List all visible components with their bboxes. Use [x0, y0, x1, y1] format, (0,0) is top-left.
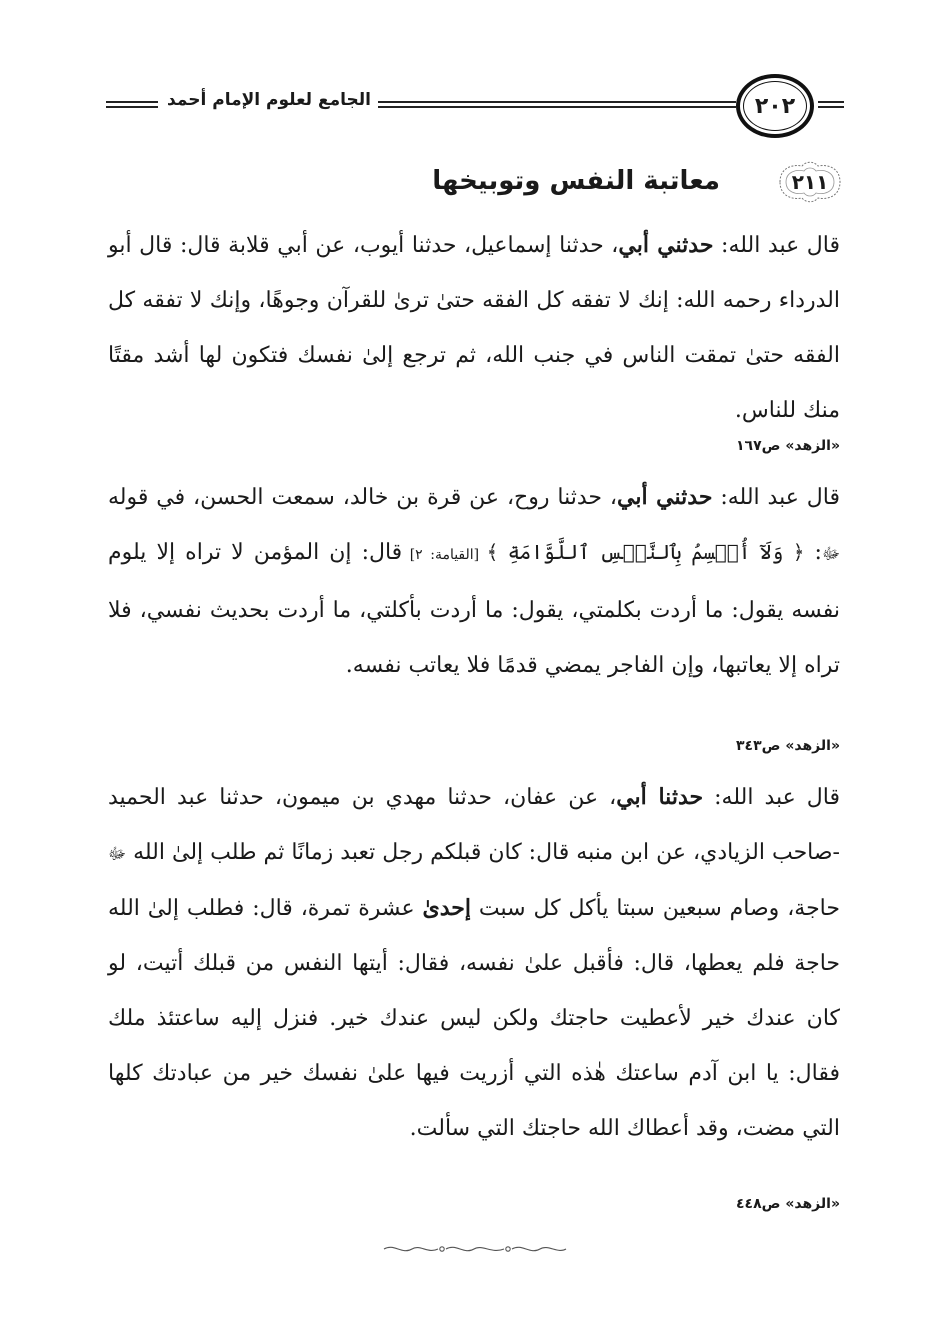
- narrator-emphasis: حدثني أبي: [618, 232, 714, 258]
- text-run: :: [804, 540, 822, 565]
- text-run: قال عبد الله:: [703, 785, 841, 810]
- quran-verse: ﴿ وَلَآ أُقۡسِمُ بِٱلنَّفۡسِ ٱللَّوَّامَةِ ﴾: [486, 540, 805, 564]
- running-title: الجامع لعلوم الإمام أحمد: [167, 90, 371, 110]
- narrator-emphasis: حدثني أبي: [617, 484, 713, 510]
- paragraph-3: [108, 770, 840, 1156]
- text-run: ، عن عفان، حدثنا مهدي بن ميمون، حدثنا عبد الحميد -صاحب الزيادي، عن ابن منبه قال: كان قبلكم رجل تعبد زمانًا ثم طلب إلىٰ الله: [108, 785, 840, 865]
- honorific-glyph: ﷻ: [821, 544, 840, 563]
- section-title: معاتبة النفس وتوبيخها: [432, 166, 720, 196]
- header-rule-left: [106, 101, 158, 108]
- paragraph-1: [108, 218, 840, 438]
- section-heading: [290, 156, 850, 216]
- page-end-ornament-icon: [380, 1242, 570, 1256]
- item-number-badge: [770, 158, 850, 206]
- text-run: ، حدثنا روح، عن قرة بن خالد، سمعت الحسن، في قوله: [108, 485, 618, 510]
- source-reference: «الزهد» ص٤٤٨: [736, 1196, 840, 1212]
- narrator-emphasis: حدثنا أبي: [616, 784, 704, 810]
- source-reference: «الزهد» ص٣٤٣: [736, 738, 840, 754]
- text-run: قال: إن المؤمن لا تراه إلا يلوم نفسه يقول: ما أردت بكلمتي، يقول: ما أردت بأكلتي، ما أردت بحديث نفسي، فلا تراه إلا يعاتبها، وإن الفاجر يمضي قدمًا فلا يعاتب نفسه.: [108, 540, 840, 678]
- verse-reference: [القيامة: ٢]: [402, 547, 487, 563]
- text-run: قال عبد الله:: [713, 233, 840, 258]
- text-run: ، حدثنا إسماعيل، حدثنا أيوب، عن أبي قلابة قال: قال أبو الدرداء رحمه الله: إنك لا تفقه كل الفقه حتىٰ ترىٰ للقرآن وجوهًا، وإنك لا تفقه كل الفقه حتىٰ تمقت الناس في جنب الله، ثم ترجع إلىٰ نفسك فتكون لها أشد مقتًا منك للناس.: [108, 233, 840, 423]
- page-number-ring: [736, 74, 814, 138]
- text-run: حاجة، وصام سبعين سبتا يأكل كل سبت: [471, 896, 840, 921]
- header-rule-middle: [378, 101, 736, 108]
- header-rule-right: [818, 101, 844, 108]
- paragraph-2: [108, 470, 840, 693]
- item-number: ٢١١: [791, 170, 829, 194]
- running-header: [106, 74, 844, 134]
- text-run: قال عبد الله:: [712, 485, 840, 510]
- word-emphasis: إحدىٰ: [422, 895, 472, 921]
- source-reference: «الزهد» ص١٦٧: [736, 438, 840, 454]
- honorific-glyph: ﷻ: [108, 844, 127, 863]
- text-run: عشرة تمرة، قال: فطلب إلىٰ الله حاجة فلم يعطها، قال: فأقبل علىٰ نفسه، فقال: أيتها النفس من قبلك أتيت، لو كان عندك خير لأعطيت حاجتك ولكن ليس عندك خير. فنزل إليه ساعتئذ ملك فقال: يا ابن آدم ساعتك هٰذه التي أزريت فيها علىٰ نفسك خير من عبادتك كلها التي مضت، وقد أعطاك الله حاجتك التي سألت.: [108, 896, 840, 1141]
- page-number: ٢٠٢: [754, 93, 796, 119]
